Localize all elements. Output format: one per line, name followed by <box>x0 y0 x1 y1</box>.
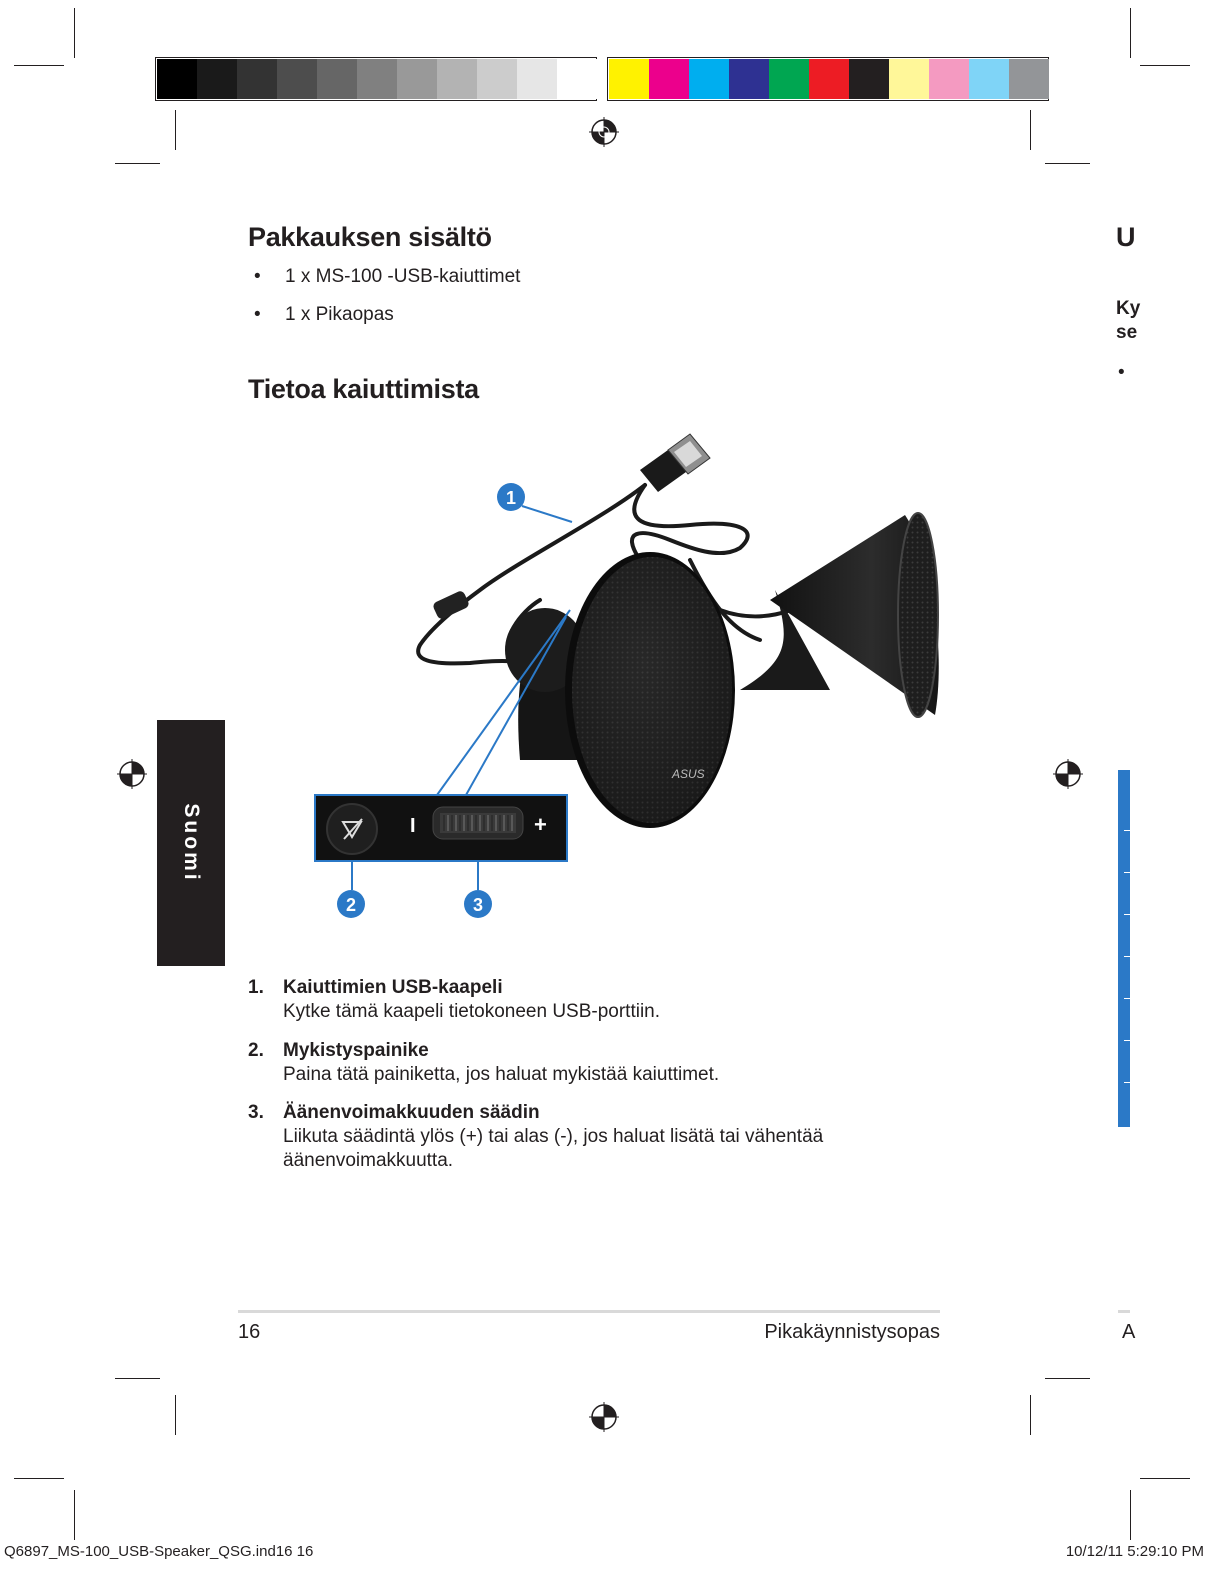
volume-control-panel <box>315 795 567 861</box>
callout-badge-2 <box>337 890 365 918</box>
color-swatch <box>889 59 929 99</box>
color-swatch <box>1009 59 1049 99</box>
svg-text:3: 3 <box>472 895 484 915</box>
tab-divider <box>1124 830 1130 831</box>
registration-mark-icon <box>117 759 147 789</box>
tab-divider <box>1124 956 1130 957</box>
next-page-footer-rule <box>1118 1310 1130 1313</box>
color-swatch <box>277 59 317 99</box>
color-swatch <box>477 59 517 99</box>
color-swatch <box>437 59 477 99</box>
page-number: 16 <box>238 1321 261 1343</box>
feature-title: Äänenvoimakkuuden säädin <box>283 1102 540 1123</box>
feature-title: Kaiuttimien USB-kaapeli <box>283 977 503 998</box>
color-swatch <box>557 59 597 99</box>
color-swatch <box>769 59 809 99</box>
package-heading: Pakkauksen sisältö <box>248 222 492 252</box>
language-tab <box>157 720 225 966</box>
color-swatch <box>317 59 357 99</box>
guide-name: Pikakäynnistysopas <box>764 1321 940 1343</box>
language-tab-label: Suomi <box>180 803 203 883</box>
color-swatch <box>397 59 437 99</box>
color-swatch <box>357 59 397 99</box>
speaker-illustration <box>300 430 950 930</box>
registration-mark-icon <box>1053 759 1083 789</box>
next-page-footer: A <box>1122 1321 1136 1343</box>
registration-mark-icon <box>589 1402 619 1432</box>
print-slug-file: Q6897_MS-100_USB-Speaker_QSG.ind16 16 <box>4 1543 314 1560</box>
tab-divider <box>1124 1040 1130 1041</box>
color-swatch <box>689 59 729 99</box>
next-page-line: se <box>1116 322 1138 343</box>
color-swatch <box>929 59 969 99</box>
next-page-side-tab <box>1118 770 1130 1127</box>
feature-description: Liikuta säädintä ylös (+) tai alas (-), jos haluat lisätä tai vähentää äänenvoimakkuutta. <box>283 1126 824 1171</box>
next-page-line: Ky <box>1116 298 1141 319</box>
tab-divider <box>1124 998 1130 999</box>
next-page-heading: U <box>1116 222 1136 252</box>
list-item-text: 1 x Pikaopas <box>285 304 394 325</box>
ferrite-bead <box>432 590 470 621</box>
feature-description: Paina tätä painiketta, jos haluat mykistää kaiuttimet. <box>283 1064 720 1085</box>
left-speaker <box>505 552 735 828</box>
color-swatch <box>609 59 649 99</box>
color-swatch <box>809 59 849 99</box>
bullet-dot: • <box>254 304 261 325</box>
tab-divider <box>1124 914 1130 915</box>
volume-minus-label: I <box>410 815 416 837</box>
volume-plus-label: + <box>534 812 547 837</box>
feature-number: 2. <box>248 1040 264 1061</box>
usb-plug <box>640 434 710 492</box>
feature-title: Mykistyspainike <box>283 1040 429 1061</box>
speaker-brand-logo: ASUS <box>672 767 705 781</box>
tab-divider <box>1124 872 1130 873</box>
color-swatch <box>969 59 1009 99</box>
svg-text:2: 2 <box>345 895 357 915</box>
tab-divider <box>1124 1082 1130 1083</box>
color-swatch <box>157 59 197 99</box>
feature-number: 1. <box>248 977 264 998</box>
footer-rule <box>238 1310 940 1313</box>
feature-number: 3. <box>248 1102 264 1123</box>
color-swatch <box>517 59 557 99</box>
color-swatch <box>197 59 237 99</box>
bullet-dot: • <box>254 266 261 287</box>
feature-description: Kytke tämä kaapeli tietokoneen USB-porttiin. <box>283 1001 661 1022</box>
next-page-bullet: • <box>1118 362 1125 383</box>
color-swatch <box>849 59 889 99</box>
svg-text:1: 1 <box>505 488 517 508</box>
callout-badge-1 <box>497 483 525 511</box>
color-swatch <box>649 59 689 99</box>
callout-badge-3 <box>464 890 492 918</box>
color-swatch <box>237 59 277 99</box>
color-swatch <box>729 59 769 99</box>
list-item-text: 1 x MS-100 -USB-kaiuttimet <box>285 266 521 287</box>
registration-mark-icon <box>589 117 619 147</box>
about-heading: Tietoa kaiuttimista <box>248 374 479 404</box>
print-slug-date: 10/12/11 5:29:10 PM <box>1065 1543 1204 1560</box>
